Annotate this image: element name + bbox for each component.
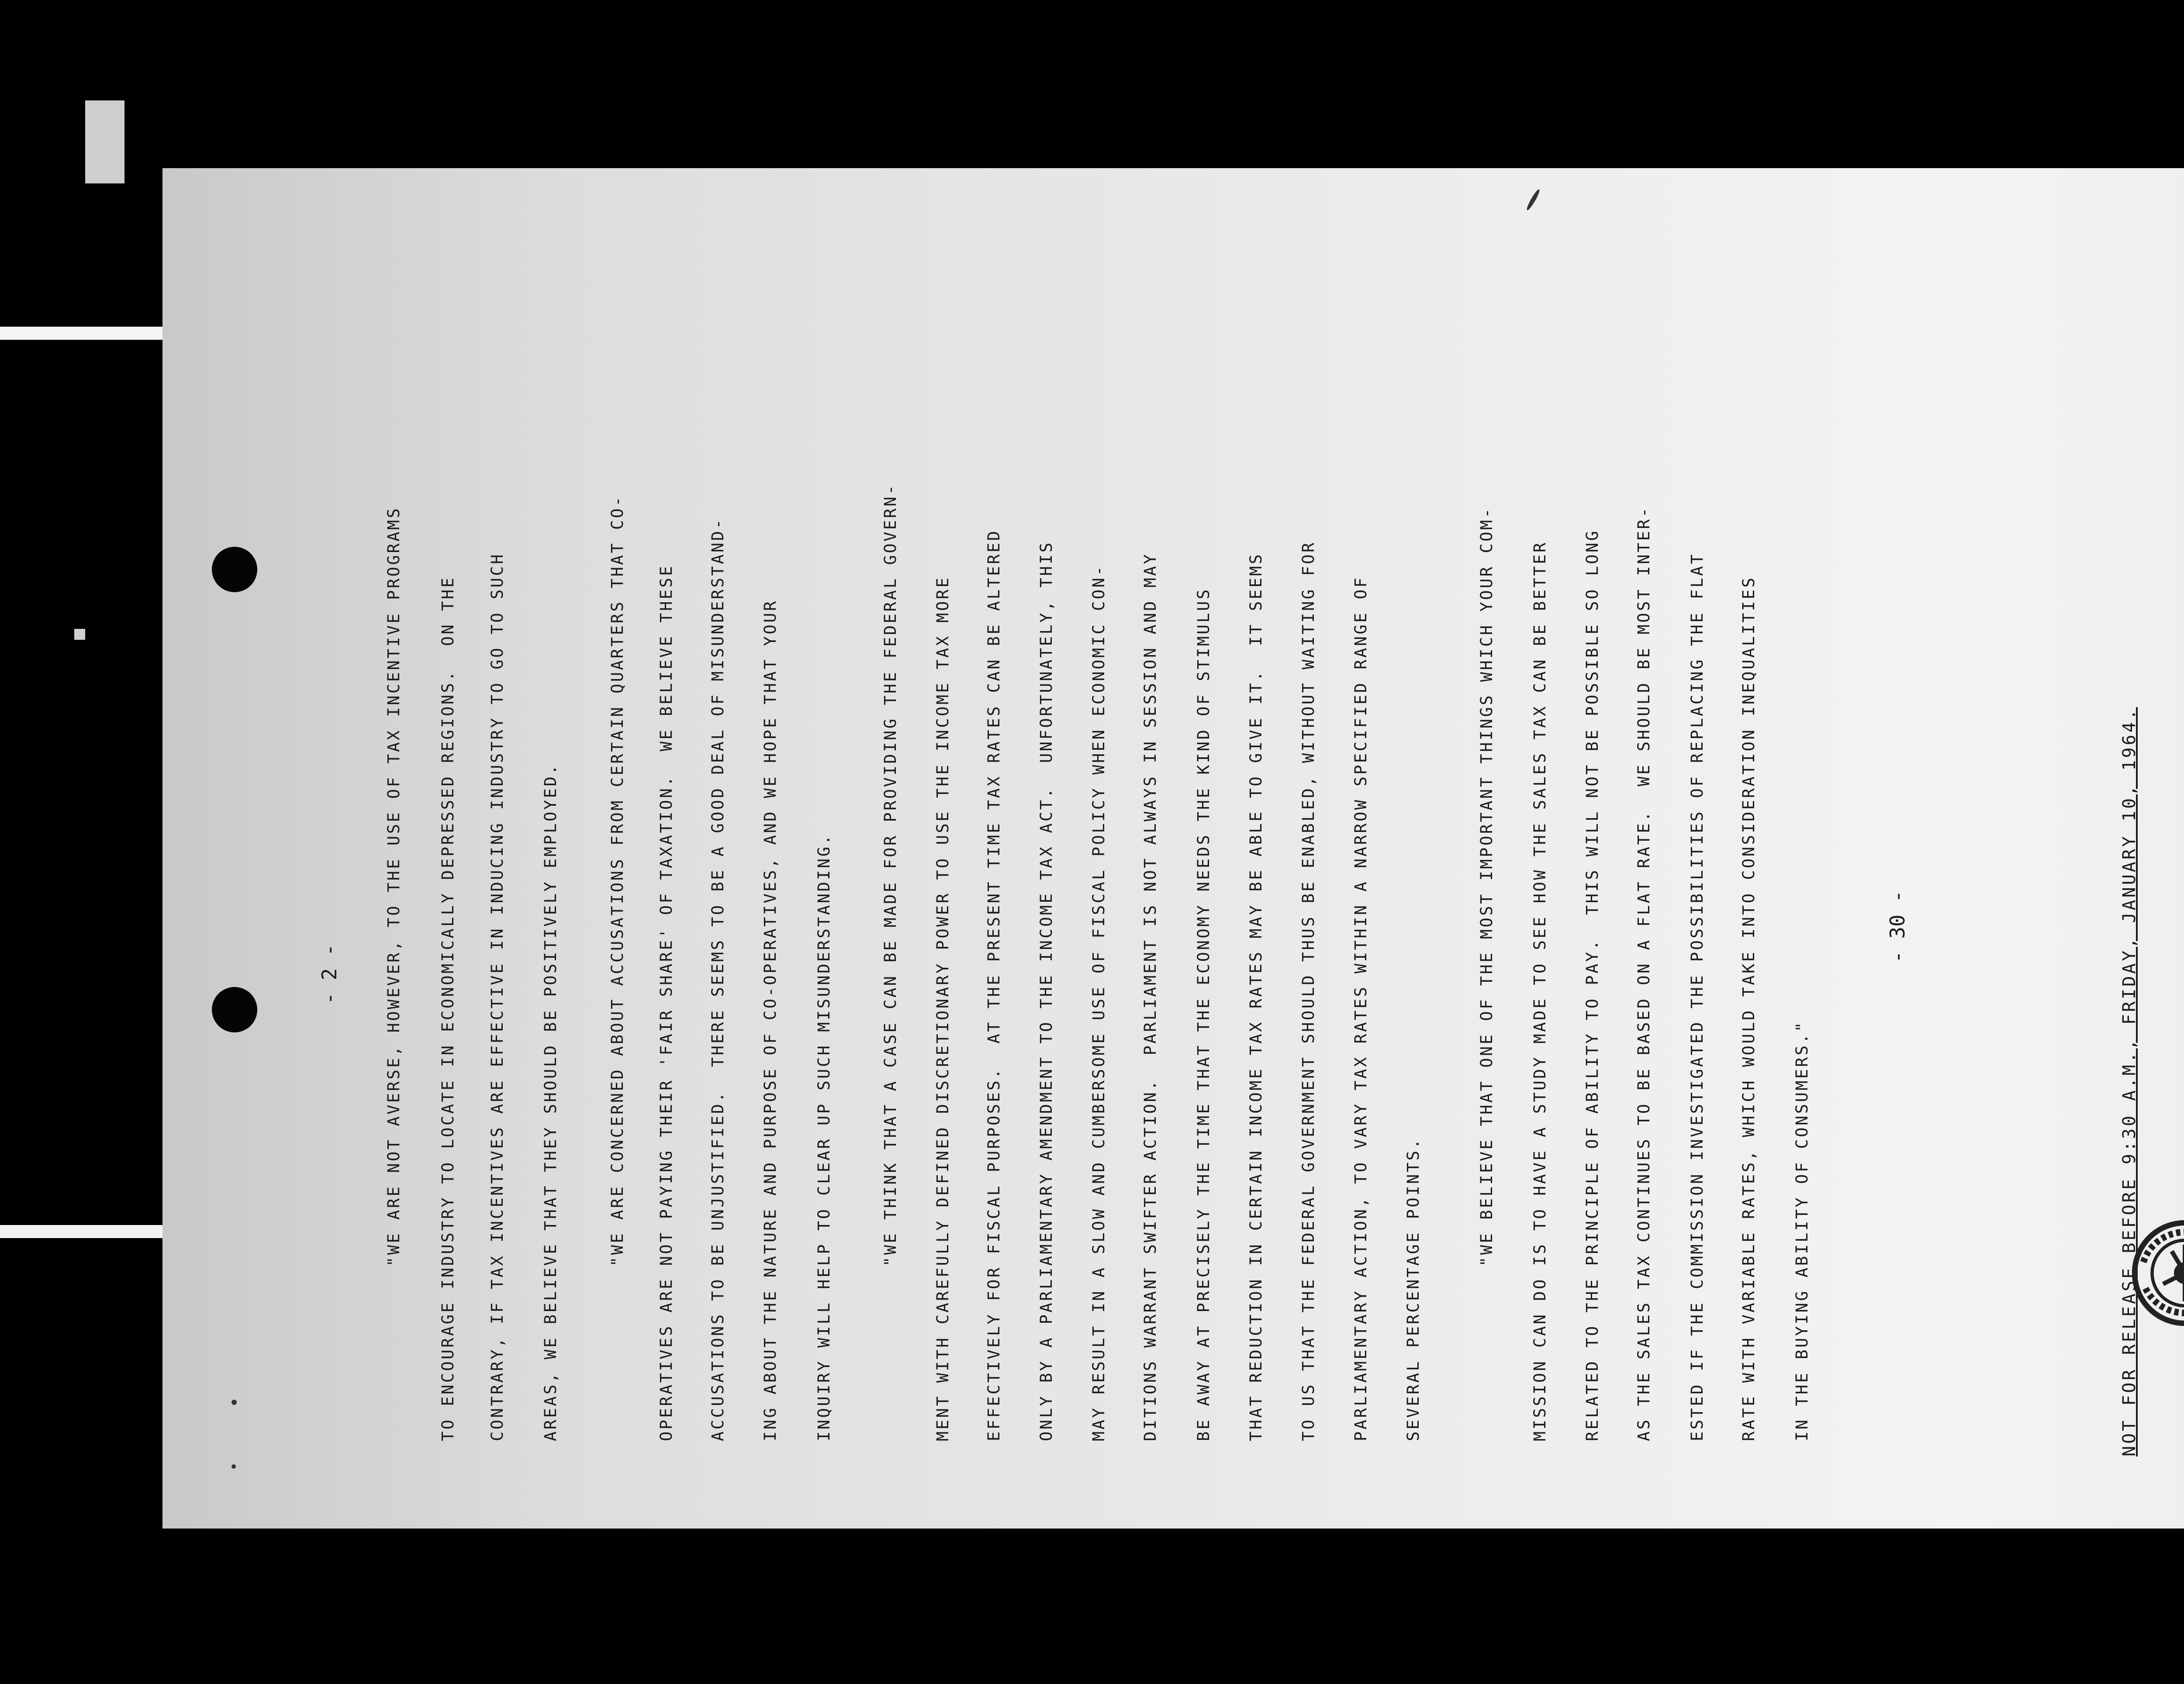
text-line: EFFECTIVELY FOR FISCAL PURPOSES. AT THE PRESENT TIME TAX RATES CAN BE ALTERED xyxy=(985,529,1003,1441)
rotated-text-layer xyxy=(162,168,2184,1529)
text-line: ESTED IF THE COMMISSION INVESTIGATED THE POSSIBILITIES OF REPLACING THE FLAT xyxy=(1688,552,1707,1441)
text-line: DITIONS WARRANT SWIFTER ACTION. PARLIAMENT IS NOT ALWAYS IN SESSION AND MAY xyxy=(1141,552,1160,1441)
text-line: MAY RESULT IN A SLOW AND CUMBERSOME USE OF FISCAL POLICY WHEN ECONOMIC CON- xyxy=(1089,564,1108,1441)
film-edge-mark-small xyxy=(74,629,85,640)
text-line: RELATED TO THE PRINCIPLE OF ABILITY TO PAY. THIS WILL NOT BE POSSIBLE SO LONG xyxy=(1583,529,1602,1441)
text-line: INQUIRY WILL HELP TO CLEAR UP SUCH MISUNDERSTANDING. xyxy=(815,833,833,1441)
scan-speck xyxy=(232,1400,237,1405)
scan-band-left-bottom xyxy=(0,1225,162,1238)
scan-speck xyxy=(232,1464,236,1469)
text-line: AS THE SALES TAX CONTINUES TO BE BASED ON A FLAT RATE. WE SHOULD BE MOST INTER- xyxy=(1635,505,1653,1441)
text-line: "WE BELIEVE THAT ONE OF THE MOST IMPORTANT THINGS WHICH YOUR COM- xyxy=(1477,506,1496,1266)
text-line: IN THE BUYING ABILITY OF CONSUMERS." xyxy=(1793,1020,1811,1441)
film-edge-mark xyxy=(85,100,124,183)
text-line: THAT REDUCTION IN CERTAIN INCOME TAX RATES MAY BE ABLE TO GIVE IT. IT SEEMS xyxy=(1247,552,1265,1441)
text-line: OPERATIVES ARE NOT PAYING THEIR 'FAIR SHARE' OF TAXATION. WE BELIEVE THESE xyxy=(657,564,676,1441)
text-line: "WE ARE CONCERNED ABOUT ACCUSATIONS FROM CERTAIN QUARTERS THAT CO- xyxy=(608,494,627,1266)
release-notice: NOT FOR RELEASE BEFORE 9:30 A.M., FRIDAY, JANUARY 10, 1964. xyxy=(2119,707,2139,1456)
union-seal-logo xyxy=(2130,1218,2184,1328)
text-line: MENT WITH CAREFULLY DEFINED DISCRETIONARY POWER TO USE THE INCOME TAX MORE xyxy=(933,576,952,1441)
scan-band-left-top xyxy=(0,327,162,340)
text-line: TO ENCOURAGE INDUSTRY TO LOCATE IN ECONOMICALLY DEPRESSED REGIONS. ON THE xyxy=(439,576,457,1441)
text-line: TO US THAT THE FEDERAL GOVERNMENT SHOULD THUS BE ENABLED, WITHOUT WAITING FOR xyxy=(1299,541,1318,1441)
scanned-page xyxy=(162,168,2184,1529)
text-line: RATE WITH VARIABLE RATES, WHICH WOULD TAKE INTO CONSIDERATION INEQUALITIES xyxy=(1739,576,1758,1441)
text-line: PARLIAMENTARY ACTION, TO VARY TAX RATES WITHIN A NARROW SPECIFIED RANGE OF xyxy=(1351,576,1370,1441)
text-line: "WE THINK THAT A CASE CAN BE MADE FOR PROVIDING THE FEDERAL GOVERN- xyxy=(881,483,900,1266)
text-line: CONTRARY, IF TAX INCENTIVES ARE EFFECTIVE IN INDUCING INDUSTRY TO GO TO SUCH xyxy=(488,552,507,1441)
text-line: BE AWAY AT PRECISELY THE TIME THAT THE ECONOMY NEEDS THE KIND OF STIMULUS xyxy=(1194,587,1213,1441)
text-line: AREAS, WE BELIEVE THAT THEY SHOULD BE POSITIVELY EMPLOYED. xyxy=(541,763,560,1441)
text-line: "WE ARE NOT AVERSE, HOWEVER, TO THE USE OF TAX INCENTIVE PROGRAMS xyxy=(384,506,403,1266)
text-line: SEVERAL PERCENTAGE POINTS. xyxy=(1404,1137,1423,1441)
text-line: MISSION CAN DO IS TO HAVE A STUDY MADE TO SEE HOW THE SALES TAX CAN BE BETTER xyxy=(1531,541,1549,1441)
text-line: ONLY BY A PARLIAMENTARY AMENDMENT TO THE INCOME TAX ACT. UNFORTUNATELY, THIS xyxy=(1037,541,1056,1441)
text-line: ACCUSATIONS TO BE UNJUSTIFIED. THERE SEEMS TO BE A GOOD DEAL OF MISUNDERSTAND- xyxy=(708,517,727,1441)
header-page-number: - 2 - xyxy=(318,944,341,1004)
text-line: ING ABOUT THE NATURE AND PURPOSE OF CO-OPERATIVES, AND WE HOPE THAT YOUR xyxy=(761,599,780,1441)
footer-page-number: - 30 - xyxy=(1886,890,1909,963)
